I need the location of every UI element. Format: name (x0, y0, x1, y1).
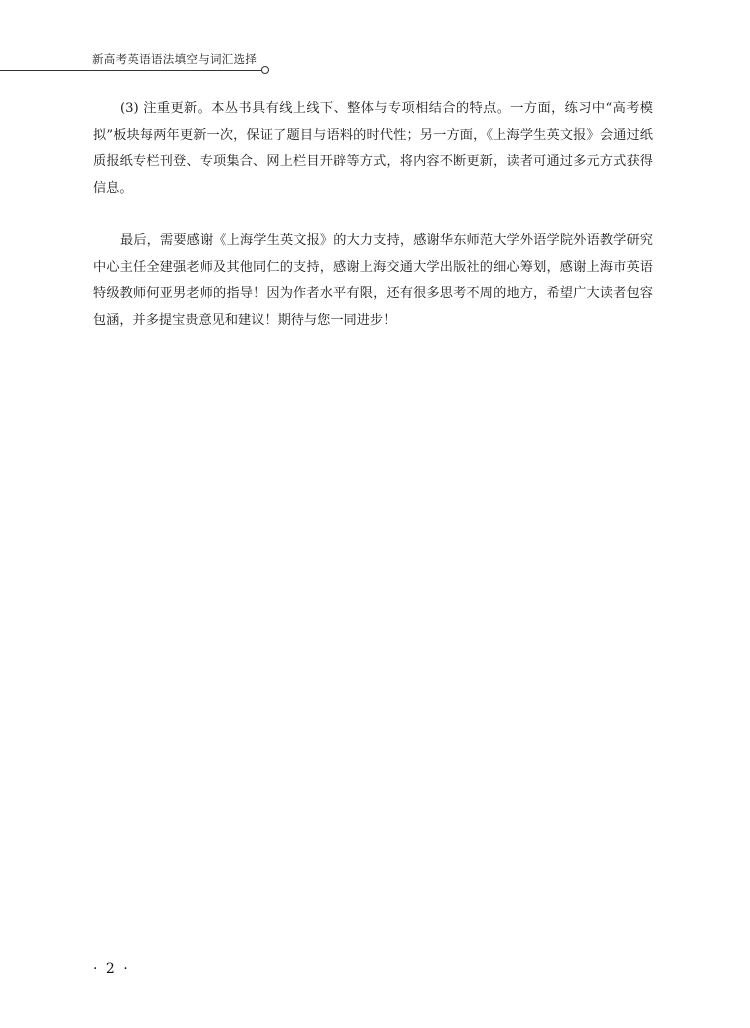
running-head: 新高考英语语法填空与词汇选择 (92, 52, 258, 66)
header-rule (0, 70, 263, 71)
paragraph-acknowledgements: 最后，需要感谢《上海学生英文报》的大力支持，感谢华东师范大学外语学院外语教学研究中心主任全建强老师及其他同仁的支持，感谢上海交通大学出版社的细心筹划，感谢上海市英语特级教师何亚男老师的指导！因为作者水平有限，还有很多思考不周的地方，希望广大读者包容包涵，并多提宝贵意见和建议！期待与您一同进步！ (93, 233, 653, 328)
page-number: · 2 · (93, 961, 130, 977)
paragraph-update: (3) 注重更新。本丛书具有线上线下、整体与专项相结合的特点。一方面，练习中“高考模拟”板块每两年更新一次，保证了题目与语料的时代性；另一方面，《上海学生英文报》会通过纸质报纸专栏刊登、专项集合、网上栏目开辟等方式，将内容不断更新，读者可通过多元方式获得信息。 (93, 101, 653, 196)
body-text (93, 96, 653, 334)
header-rule-ornament (261, 66, 269, 74)
